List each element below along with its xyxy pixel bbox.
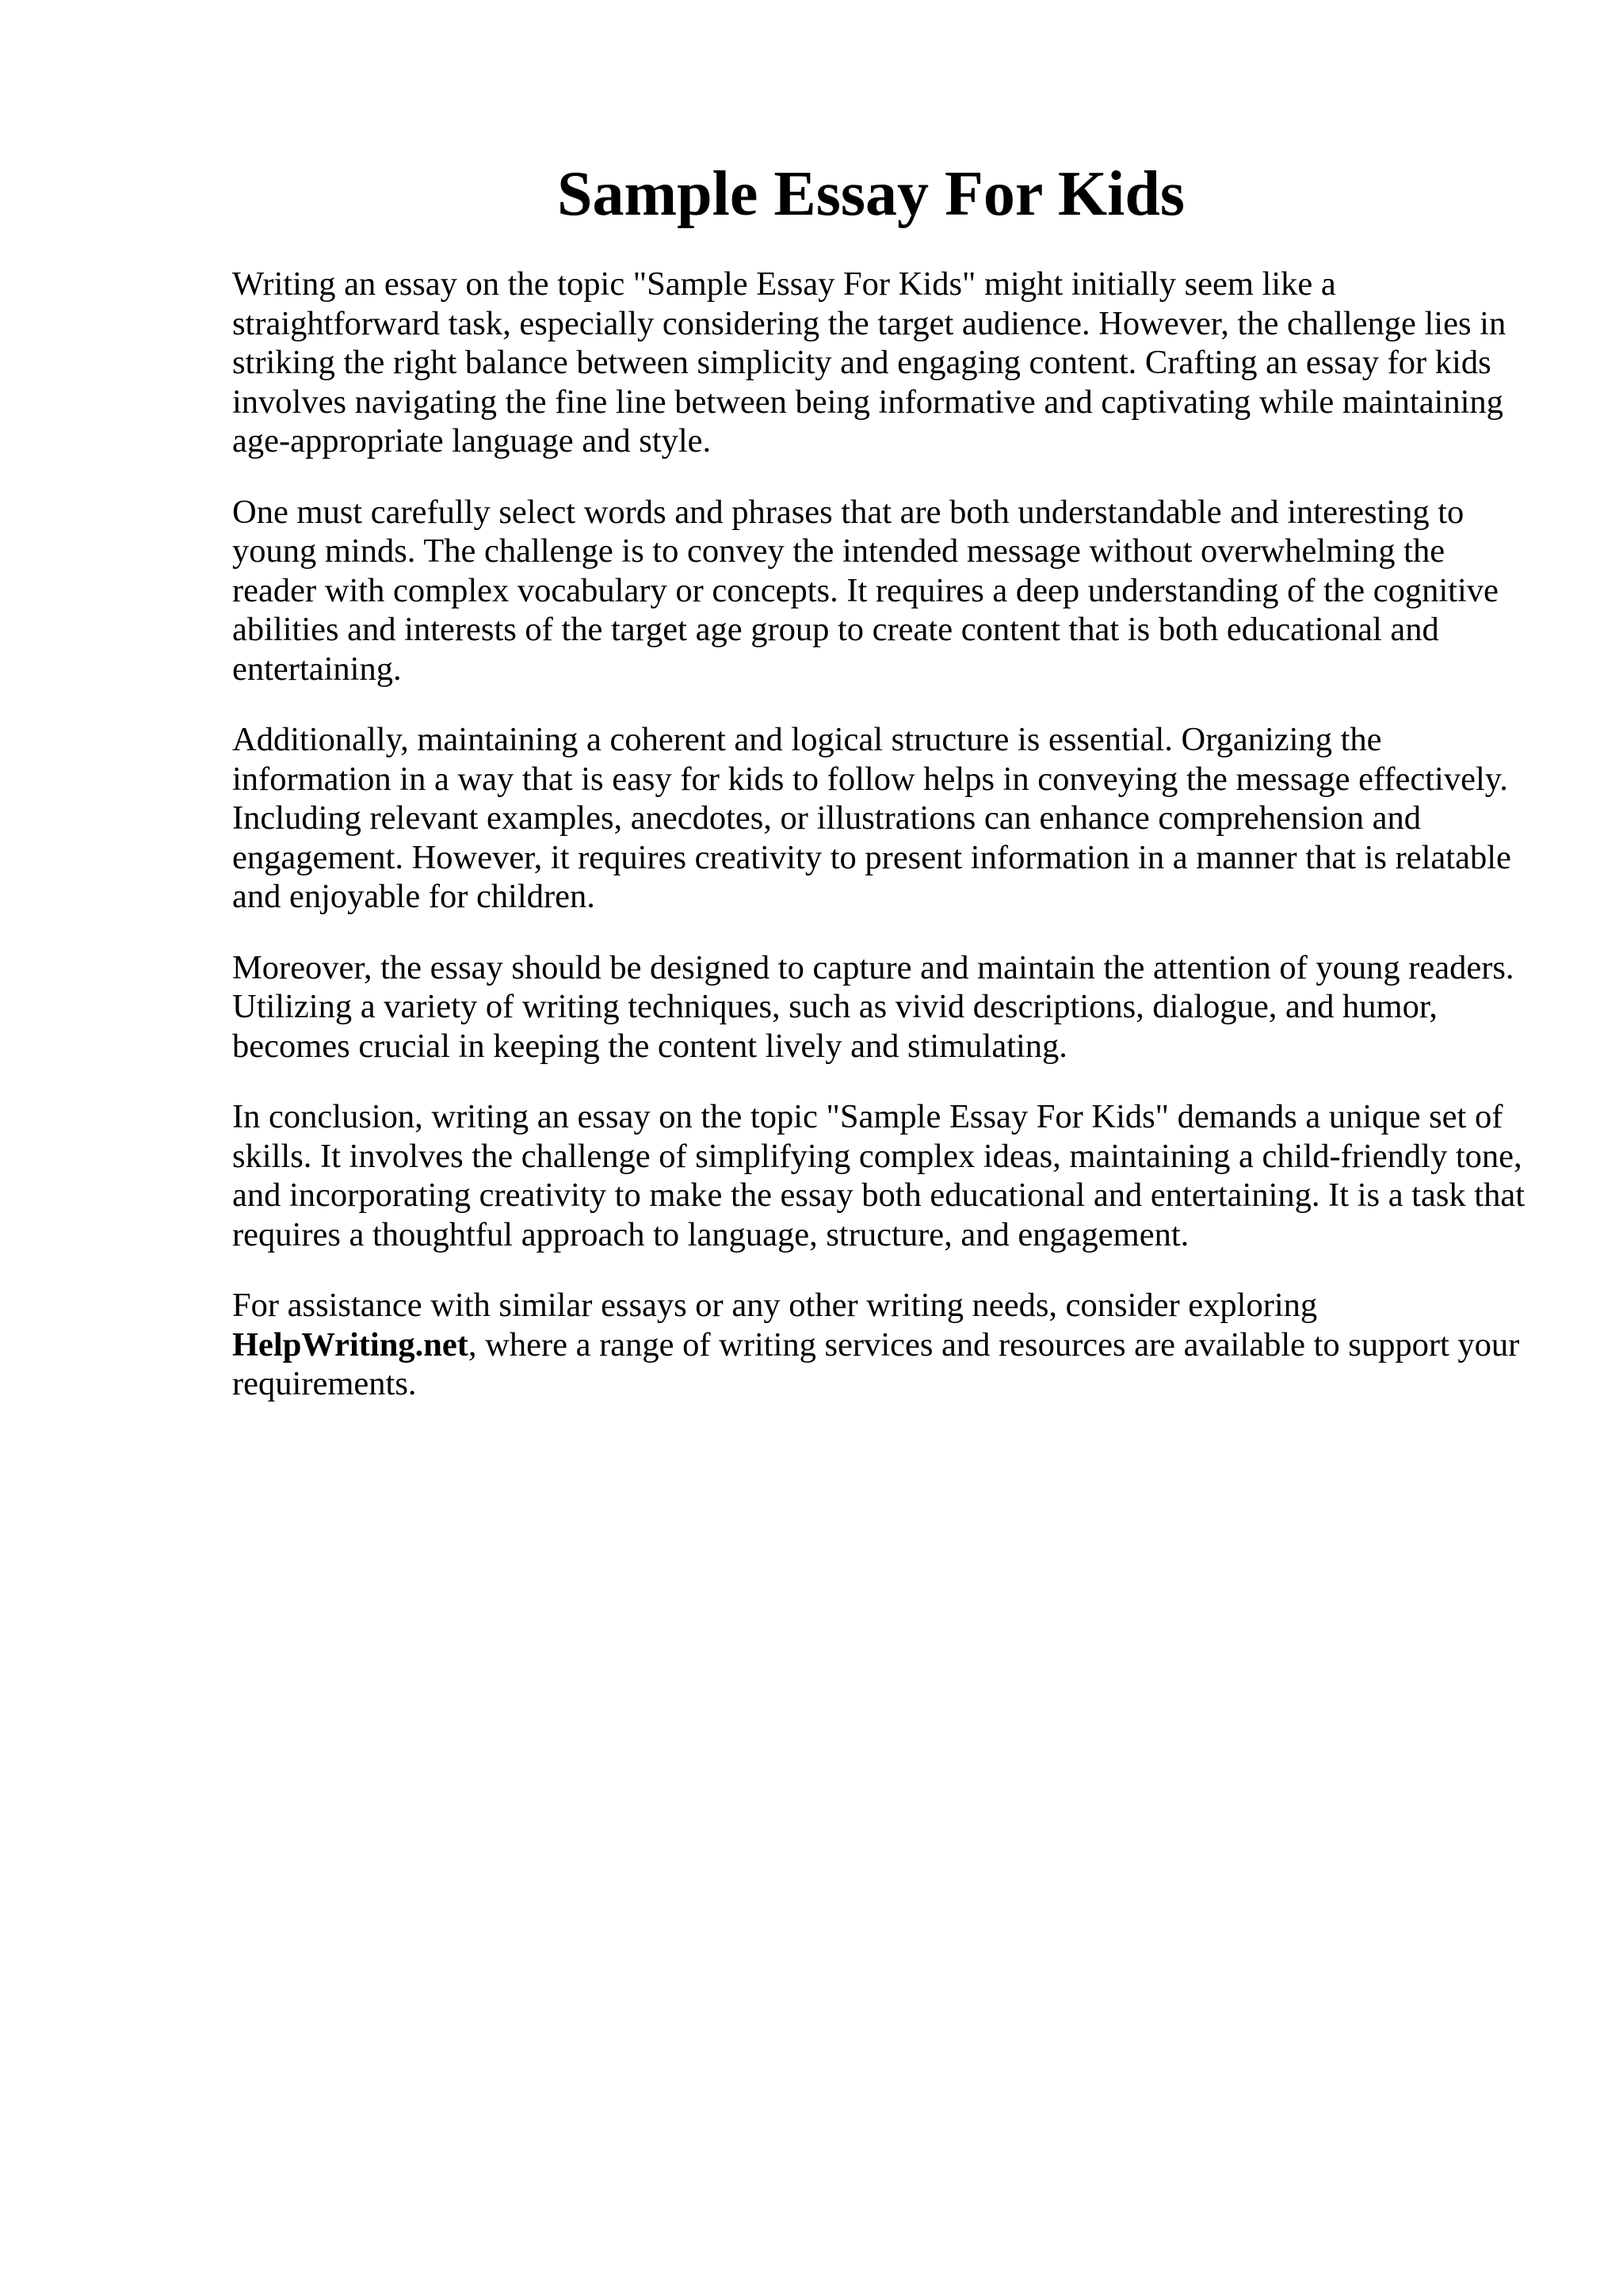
paragraph-1: Writing an essay on the topic "Sample Essay For Kids" might initially seem like a straightforward task, especially considering the target audience. However, the challenge lies in striking the right balance between simplicity and engaging content. Crafting an essay for kids involves navigating the fine line between being informative and captivating while maintaining age-appropriate language and style.	[232, 265, 1507, 460]
closing-paragraph	[232, 1286, 1532, 1404]
paragraph-5: In conclusion, writing an essay on the topic "Sample Essay For Kids" demands a unique set of skills. It involves the challenge of simplifying complex ideas, maintaining a child-friendly tone, and incorporating creativity to make the essay both educational and entertaining. It is a task that requires a thoughtful approach to language, structure, and engagement.	[232, 1098, 1525, 1253]
closing-outro-text: , where a range of writing services and resources are available to support your requirements.	[232, 1325, 1520, 1402]
document-title: Sample Essay For Kids	[557, 159, 1185, 229]
paragraph-4: Moreover, the essay should be designed to capture and maintain the attention of young readers. Utilizing a variety of writing techniques, such as vivid descriptions, dialogue, and humor, becomes crucial in keeping the content lively and stimulating.	[232, 948, 1514, 1065]
paragraph-3: Additionally, maintaining a coherent and logical structure is essential. Organizing the information in a way that is easy for kids to follow helps in conveying the message effectively. Including relevant examples, anecdotes, or illustrations can enhance comprehension and engagement. However, it requires creativity to present information in a manner that is relatable and enjoyable for children.	[232, 721, 1511, 915]
paragraph-2: One must carefully select words and phrases that are both understandable and interesting to young minds. The challenge is to convey the intended message without overwhelming the reader with complex vocabulary or concepts. It requires a deep understanding of the cognitive abilities and interests of the target age group to create content that is both educational and entertaining.	[232, 493, 1499, 688]
document-body	[232, 265, 1532, 1436]
helpwriting-brand-text: HelpWriting.net	[232, 1325, 468, 1363]
closing-intro-text: For assistance with similar essays or any other writing needs, consider exploring	[232, 1287, 1318, 1324]
